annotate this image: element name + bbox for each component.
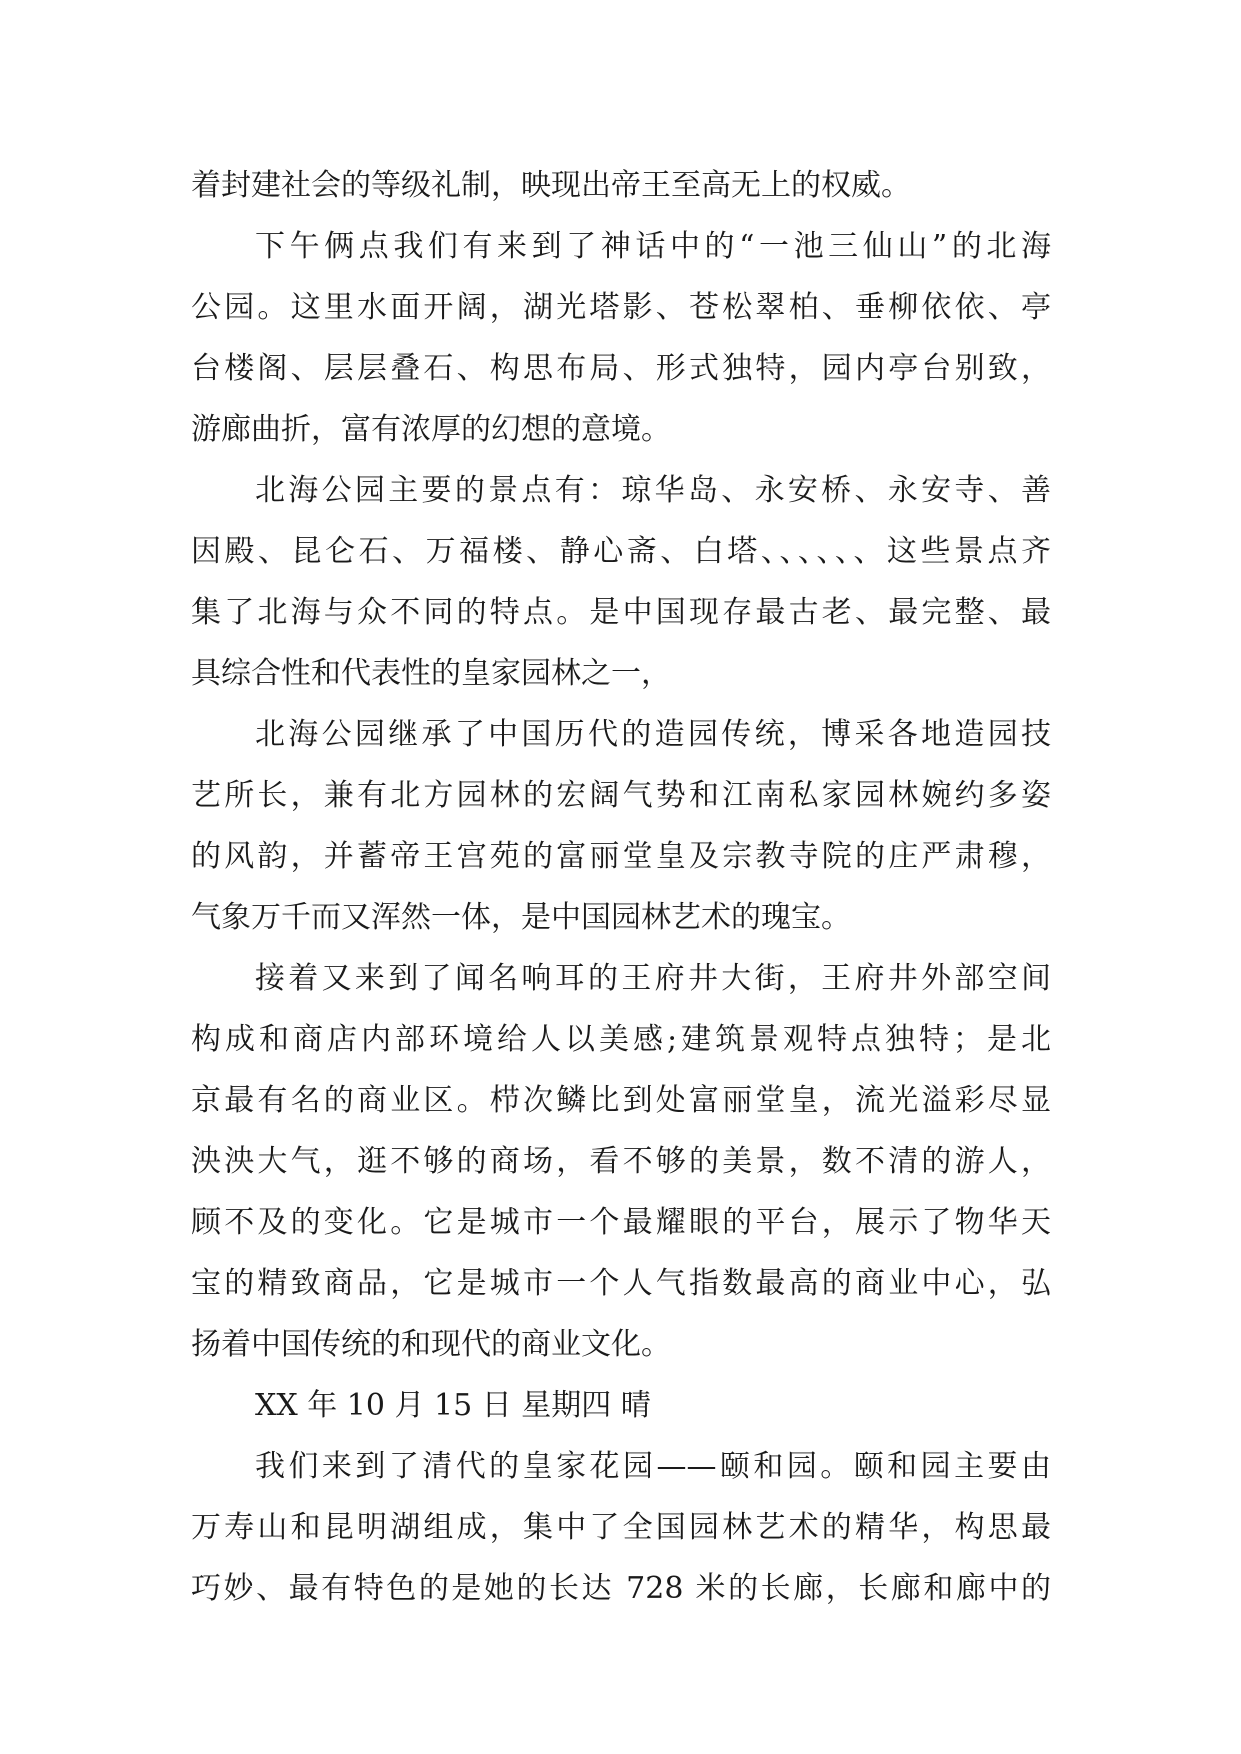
text-line: 扬着中国传统的和现代的商业文化。 <box>191 1327 671 1362</box>
text-line: 下午俩点我们有来到了神话中的“一池三仙山”的北海 <box>255 229 1051 264</box>
text-line: 因殿、昆仑石、万福楼、静心斋、白塔、、、、、、这些景点齐 <box>191 534 1051 569</box>
text-line: 接着又来到了闻名响耳的王府井大街，王府井外部空间 <box>255 961 1051 996</box>
text-line: 具综合性和代表性的皇家园林之一， <box>191 656 671 691</box>
text-line: 着封建社会的等级礼制，映现出帝王至高无上的权威。 <box>191 168 911 203</box>
text-line: 集了北海与众不同的特点。是中国现存最古老、最完整、最 <box>191 595 1051 630</box>
text-line: 泱泱大气，逛不够的商场，看不够的美景，数不清的游人， <box>191 1144 1051 1179</box>
text-line: 顾不及的变化。它是城市一个最耀眼的平台，展示了物华天 <box>191 1205 1051 1240</box>
document-body <box>191 155 1051 1619</box>
text-line: 宝的精致商品，它是城市一个人气指数最高的商业中心，弘 <box>191 1266 1051 1301</box>
text-line: 构成和商店内部环境给人以美感;建筑景观特点独特；是北 <box>191 1022 1051 1057</box>
text-line: 北海公园继承了中国历代的造园传统，博采各地造园技 <box>255 717 1051 752</box>
text-line: 万寿山和昆明湖组成，集中了全国园林艺术的精华，构思最 <box>191 1510 1051 1545</box>
text-line: 的风韵，并蓄帝王宫苑的富丽堂皇及宗教寺院的庄严肃穆， <box>191 839 1051 874</box>
text-line: 游廊曲折，富有浓厚的幻想的意境。 <box>191 412 671 447</box>
text-line: 京最有名的商业区。栉次鳞比到处富丽堂皇，流光溢彩尽显 <box>191 1083 1051 1118</box>
text-line: 公园。这里水面开阔，湖光塔影、苍松翠柏、垂柳依依、亭 <box>191 290 1051 325</box>
text-line: 台楼阁、层层叠石、构思布局、形式独特，园内亭台别致， <box>191 351 1051 386</box>
text-line: 艺所长，兼有北方园林的宏阔气势和江南私家园林婉约多姿 <box>191 778 1051 813</box>
text-line: 北海公园主要的景点有：琼华岛、永安桥、永安寺、善 <box>255 473 1051 508</box>
text-line: 我们来到了清代的皇家花园——颐和园。颐和园主要由 <box>255 1449 1051 1484</box>
text-line: 气象万千而又浑然一体，是中国园林艺术的瑰宝。 <box>191 900 851 935</box>
text-line: 巧妙、最有特色的是她的长达 728 米的长廊，长廊和廊中的 <box>191 1571 1051 1606</box>
date-line: XX 年 10 月 15 日 星期四 晴 <box>255 1388 651 1423</box>
